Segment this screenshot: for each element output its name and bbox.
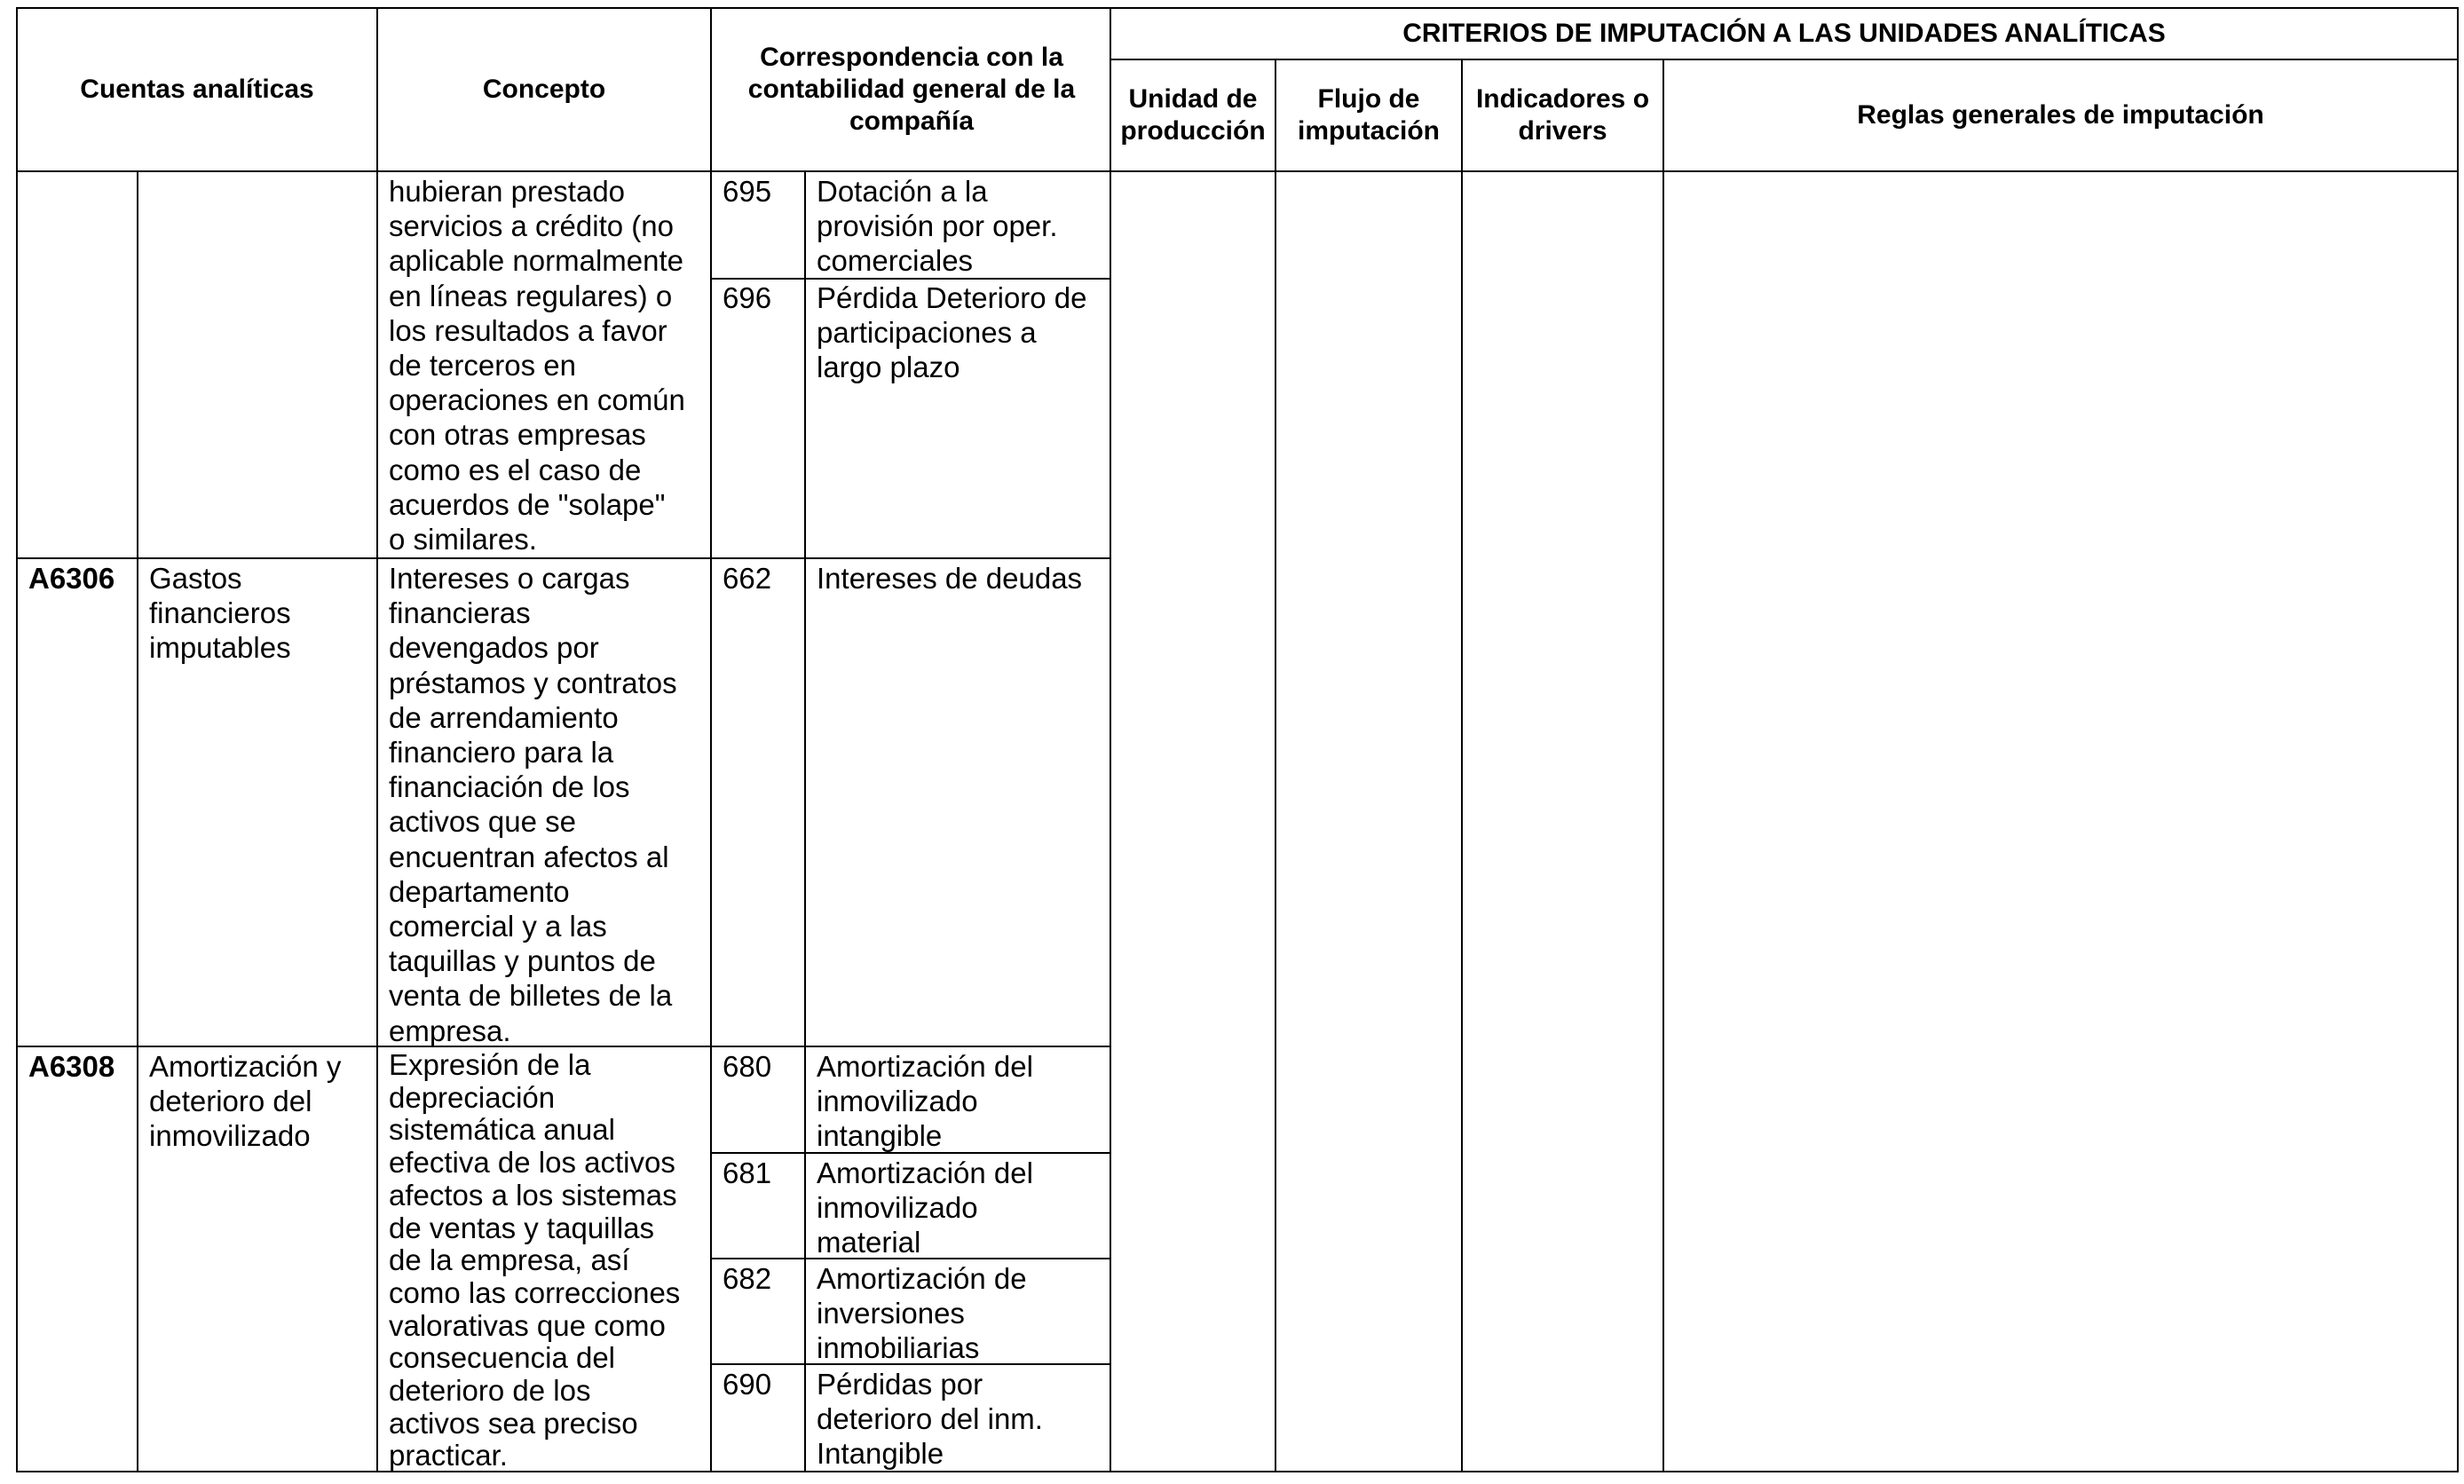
header-unidad-text: Unidad de producción: [1120, 84, 1266, 146]
row-2-account-2-desc: Amortización de inversiones inmobiliarias: [817, 1262, 1027, 1365]
header-concepto-text: Concepto: [482, 75, 606, 104]
header-unidad: [1111, 60, 1275, 170]
num-desc-divider: [804, 170, 806, 1472]
row-2-account-1-desc: Amortización del inmovilizado material: [817, 1156, 1033, 1259]
header-flujo: [1276, 60, 1461, 170]
header-flujo-text: Flujo de imputación: [1297, 84, 1440, 146]
row-2-code: A6308: [28, 1050, 115, 1083]
header-correspondencia-text: Correspondencia con la contabilidad general de la compañía: [747, 43, 1076, 136]
row-2-account-3-desc: Pérdidas por deterioro del inm. Intangible: [817, 1368, 1043, 1471]
header-reglas: [1664, 60, 2457, 170]
header-correspondencia: [728, 9, 1095, 170]
column-divider: [1461, 59, 1463, 1472]
row-0-account-1-desc: Pérdida Deterioro de participaciones a largo plazo: [817, 281, 1087, 384]
code-name-divider: [137, 170, 138, 1472]
row-2-account-3-number: 690: [723, 1368, 772, 1401]
row-0-account-1-number: 696: [723, 281, 772, 314]
header-concepto: [378, 9, 710, 170]
header-cuentas-text: Cuentas analíticas: [80, 75, 314, 104]
table-border-bottom: [16, 1471, 2459, 1472]
table-border-left: [16, 7, 18, 1472]
row-2-name: Amortización y deterioro del inmovilizado: [149, 1050, 342, 1153]
row-1-concept: Intereses o cargas financieras devengados por préstamos y contratos de arrendamiento financiero para la financiación de los activos que se encuentran afectos al departamento comercial y a las taquillas y puntos de venta de billetes de la empresa.: [389, 562, 677, 1047]
header-cuentas: [18, 9, 376, 170]
header-reglas-text: Reglas generales de imputación: [1857, 100, 2264, 130]
row-2-account-1-number: 681: [723, 1156, 772, 1189]
column-divider: [1662, 59, 1664, 1472]
row-divider: [16, 557, 1111, 559]
row-2-account-0-number: 680: [723, 1050, 772, 1083]
header-indicadores: [1463, 60, 1662, 170]
header-indicadores-text: Indicadores o drivers: [1475, 84, 1650, 146]
column-divider: [710, 7, 712, 1472]
row-2-account-2-number: 682: [723, 1262, 772, 1295]
column-divider: [1275, 59, 1276, 1472]
table-border-right: [2457, 7, 2459, 1472]
row-2-concept: Expresión de la depreciación sistemática anual efectiva de los activos afectos a los sistemas de ventas y taquillas de la empresa, así como las correcciones valorativas que como consecuencia del deterioro de los activos sea preciso practicar.: [389, 1048, 681, 1472]
row-1-account-0-number: 662: [723, 562, 772, 595]
header-criterios-text: CRITERIOS DE IMPUTACIÓN A LAS UNIDADES ANALÍTICAS: [1402, 19, 2166, 48]
header-bottom-border: [16, 170, 2459, 172]
row-2-account-0-desc: Amortización del inmovilizado intangible: [817, 1050, 1033, 1153]
row-0-account-0-number: 695: [723, 175, 772, 208]
row-1-name: Gastos financieros imputables: [149, 562, 291, 665]
row-1-code: A6306: [28, 562, 115, 595]
column-divider: [376, 7, 378, 1472]
row-0-account-0-desc: Dotación a la provisión por oper. comerciales: [817, 175, 1058, 278]
row-1-account-0-desc: Intereses de deudas: [817, 562, 1083, 595]
column-divider: [1110, 7, 1111, 1472]
row-0-concept: hubieran prestado servicios a crédito (no aplicable normalmente en líneas regulares) o los resultados a favor de terceros en operaciones en común con otras empresas como es el caso de acuerdos de "solape" o similares.: [389, 175, 685, 556]
header-criterios: [1111, 9, 2457, 59]
